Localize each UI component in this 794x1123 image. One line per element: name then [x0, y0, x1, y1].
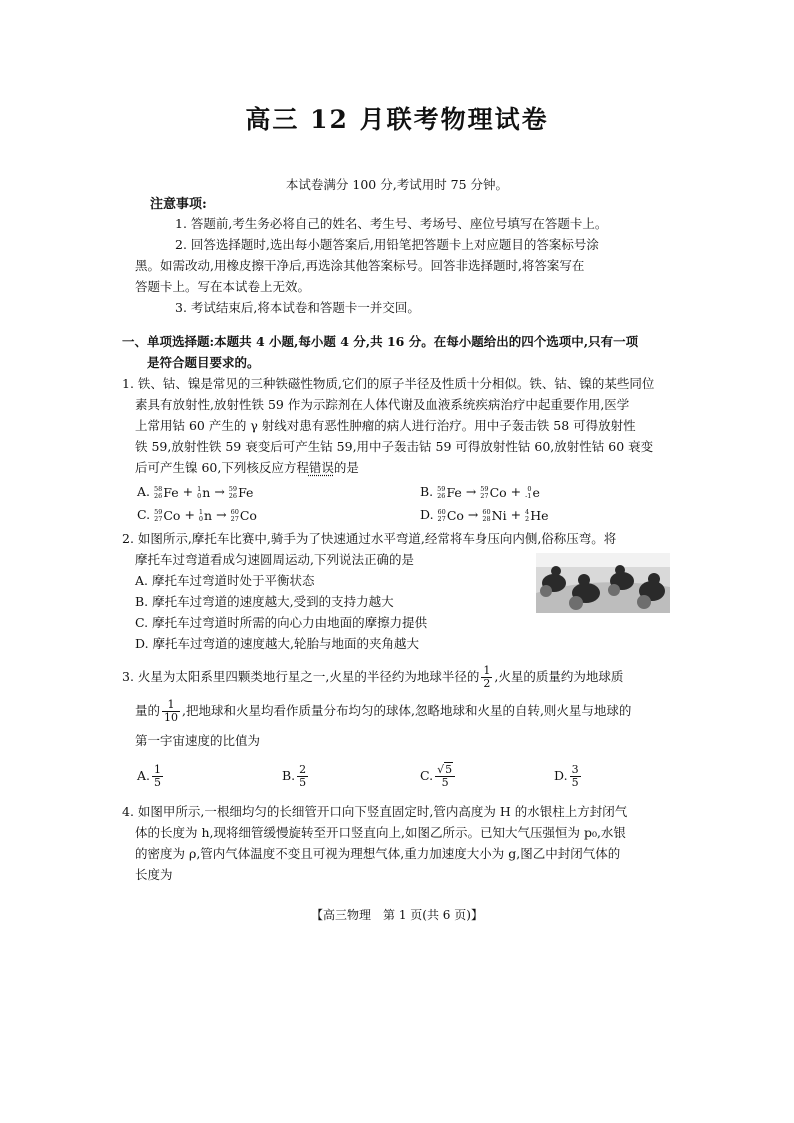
question-text: 1. 铁、钴、镍是常见的三种铁磁性物质,它们的原子半径及性质十分相似。铁、钴、镍的某些同位: [122, 376, 655, 391]
question-text: 4. 如图甲所示,一根细均匀的长细管开口向下竖直固定时,管内高度为 H 的水银柱上方封闭气: [122, 804, 628, 819]
notice-block: [135, 213, 665, 318]
question-text: 体的长度为 h,现将细管缓慢旋转至开口竖直向上,如图乙所示。已知大气压强恒为 p₀,水银: [135, 825, 626, 840]
option-c[interactable]: C. $\frac{√5}{5}$: [420, 764, 457, 789]
page-title: 高三 12 月联考物理试卷: [245, 105, 549, 134]
notice-item: 2. 回答选择题时,选出每小题答案后,用铅笔把答题卡上对应题目的答案标号涂: [175, 237, 599, 252]
option-d[interactable]: D. 摩托车过弯道的速度越大,轮胎与地面的夹角越大: [135, 636, 419, 651]
question-text: 后可产生镍 60,下列核反应方程错误的是: [135, 460, 359, 475]
question-1: [122, 373, 682, 478]
option-a[interactable]: A. 58 26Fe + 1 0n → 59 26Fe: [137, 484, 254, 500]
q1-options-row-2: [122, 507, 682, 529]
q3-options: [122, 764, 682, 794]
option-c[interactable]: C. 59 27Co + 1 0n → 60 27Co: [137, 507, 257, 523]
option-b[interactable]: B. 摩托车过弯道的速度越大,受到的支持力越大: [135, 594, 394, 609]
section-line: 是符合题目要求的。: [147, 355, 260, 370]
question-text: 量的 $\frac{1}{10}$ ,把地球和火星均看作质量分布均匀的球体,忽略地球和火星的自转,则火星与地球的: [135, 698, 632, 724]
notice-item: 黑。如需改动,用橡皮擦干净后,再选涂其他答案标号。回答非选择题时,将答案写在: [135, 258, 585, 273]
motorcycle-racing-photo: [536, 553, 670, 613]
exam-info: 本试卷满分 100 分,考试用时 75 分钟。: [285, 177, 509, 192]
question-text: 2. 如图所示,摩托车比赛中,骑手为了快速通过水平弯道,经常将车身压向内侧,俗称压弯。将: [122, 531, 617, 546]
q1-options-row-1: [122, 484, 682, 506]
question-text: 上常用钴 60 产生的 γ 射线对患有恶性肿瘤的病人进行治疗。用中子轰击铁 58 可得放射性: [135, 418, 636, 433]
section-heading: [122, 331, 682, 373]
motorcycle-image: [536, 553, 670, 613]
option-a[interactable]: A. 摩托车过弯道时处于平衡状态: [135, 573, 315, 588]
question-text: 第一宇宙速度的比值为: [135, 733, 261, 748]
notice-item: 1. 答题前,考生务必将自己的姓名、考生号、考场号、座位号填写在答题卡上。: [175, 216, 608, 231]
option-d[interactable]: D. 60 27Co → 60 28Ni + 4 2He: [420, 507, 549, 523]
option-a[interactable]: A. $\frac{1}{5}$: [137, 763, 162, 789]
notice-item: 答题卡上。写在本试卷上无效。: [135, 279, 311, 294]
page-footer: 【高三物理 第 1 页(共 6 页)】: [311, 908, 483, 922]
emphasis-text: 错误: [308, 460, 334, 475]
option-b[interactable]: B. $\frac{2}{5}$: [282, 763, 307, 789]
fraction: $\frac{1}{10}$: [164, 698, 179, 724]
question-text: 的密度为 ρ,管内气体温度不变且可视为理想气体,重力加速度大小为 g,图乙中封闭气体的: [135, 846, 621, 861]
question-text: 3. 火星为太阳系里四颗类地行星之一,火星的半径约为地球半径的 $\frac{1}{2}$ ,火星的质量约为地球质: [122, 664, 624, 690]
question-4: [122, 801, 682, 885]
question-text: 长度为: [135, 867, 173, 882]
question-3: [122, 664, 682, 754]
question-text: 铁 59,放射性铁 59 衰变后可产生钴 59,用中子轰击钴 59 可得放射性钴 60,放射性钴 60 衰变: [135, 439, 654, 454]
notice-item: 3. 考试结束后,将本试卷和答题卡一并交回。: [175, 300, 420, 315]
question-text: 摩托车过弯道看成匀速圆周运动,下列说法正确的是: [135, 552, 414, 567]
section-line: 一、单项选择题:本题共 4 小题,每小题 4 分,共 16 分。在每小题给出的四个选项中,只有一项: [122, 334, 639, 349]
notice-heading: 注意事项:: [150, 197, 207, 212]
option-b[interactable]: B. 59 26Fe → 59 27Co + 0 -1e: [420, 484, 540, 500]
fraction: $\frac{1}{2}$: [483, 664, 491, 690]
question-text: 素具有放射性,放射性铁 59 作为示踪剂在人体代谢及血液系统疾病治疗中起重要作用,医学: [135, 397, 630, 412]
option-c[interactable]: C. 摩托车过弯道时所需的向心力由地面的摩擦力提供: [135, 615, 428, 630]
option-d[interactable]: D. $\frac{3}{5}$: [554, 763, 579, 789]
